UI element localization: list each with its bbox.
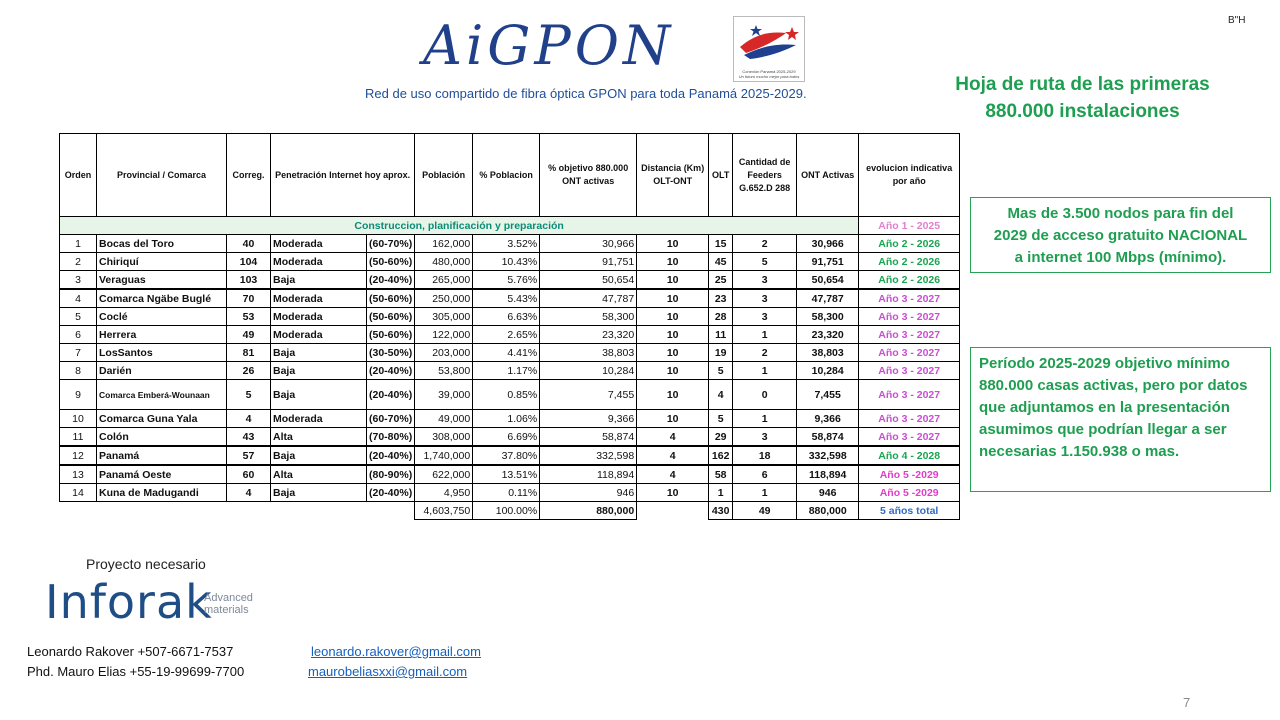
row-feeders: 1 <box>733 362 797 380</box>
row-orden: 9 <box>60 380 97 410</box>
header-correg: Correg. <box>227 134 271 217</box>
row-pct: 5.43% <box>473 289 540 308</box>
row-rango: (50-60%) <box>367 289 415 308</box>
row-olt: 11 <box>709 326 733 344</box>
row-poblacion: 308,000 <box>415 428 473 447</box>
row-ont: 9,366 <box>797 410 859 428</box>
row-orden: 4 <box>60 289 97 308</box>
row-distancia: 10 <box>637 380 709 410</box>
row-ont: 946 <box>797 484 859 502</box>
row-orden: 13 <box>60 465 97 484</box>
project-label: Proyecto necesario <box>86 556 206 572</box>
row-ont: 23,320 <box>797 326 859 344</box>
totals-empty-dist <box>637 502 709 520</box>
row-olt: 15 <box>709 235 733 253</box>
row-olt: 162 <box>709 446 733 465</box>
row-provincia: Coclé <box>97 308 227 326</box>
row-distancia: 10 <box>637 484 709 502</box>
row-rango: (20-40%) <box>367 362 415 380</box>
row-poblacion: 39,000 <box>415 380 473 410</box>
panama-flag-logo <box>733 16 805 82</box>
row-olt: 58 <box>709 465 733 484</box>
row-objetivo: 58,874 <box>540 428 637 447</box>
row-year: Año 3 - 2027 <box>859 362 960 380</box>
row-feeders: 2 <box>733 344 797 362</box>
row-year: Año 3 - 2027 <box>859 344 960 362</box>
row-feeders: 1 <box>733 326 797 344</box>
contact-1-name: Leonardo Rakover +507-6671-7537 <box>27 644 234 659</box>
phase-band-row <box>60 217 960 235</box>
row-objetivo: 30,966 <box>540 235 637 253</box>
row-year: Año 3 - 2027 <box>859 289 960 308</box>
row-pct: 6.69% <box>473 428 540 447</box>
contact-2-name: Phd. Mauro Elias +55-19-99699-7700 <box>27 664 245 679</box>
row-pct: 0.11% <box>473 484 540 502</box>
table-row <box>60 344 960 362</box>
row-provincia: Panamá <box>97 446 227 465</box>
row-rango: (70-80%) <box>367 428 415 447</box>
row-rango: (60-70%) <box>367 235 415 253</box>
row-objetivo: 10,284 <box>540 362 637 380</box>
row-provincia: Comarca Guna Yala <box>97 410 227 428</box>
row-penetracion: Baja <box>271 271 367 290</box>
row-orden: 5 <box>60 308 97 326</box>
row-penetracion: Moderada <box>271 326 367 344</box>
table-row <box>60 362 960 380</box>
row-penetracion: Alta <box>271 428 367 447</box>
row-correg: 60 <box>227 465 271 484</box>
phase-band-year: Año 1 - 2025 <box>859 217 960 235</box>
row-penetracion: Moderada <box>271 308 367 326</box>
row-rango: (50-60%) <box>367 326 415 344</box>
row-provincia: Colón <box>97 428 227 447</box>
row-ont: 7,455 <box>797 380 859 410</box>
row-olt: 29 <box>709 428 733 447</box>
row-feeders: 3 <box>733 271 797 290</box>
row-olt: 23 <box>709 289 733 308</box>
table-row <box>60 271 960 290</box>
row-olt: 28 <box>709 308 733 326</box>
row-correg: 103 <box>227 271 271 290</box>
row-distancia: 10 <box>637 410 709 428</box>
row-pct: 5.76% <box>473 271 540 290</box>
row-olt: 5 <box>709 410 733 428</box>
row-poblacion: 122,000 <box>415 326 473 344</box>
row-orden: 2 <box>60 253 97 271</box>
row-ont: 38,803 <box>797 344 859 362</box>
row-year: Año 3 - 2027 <box>859 326 960 344</box>
row-objetivo: 9,366 <box>540 410 637 428</box>
row-poblacion: 480,000 <box>415 253 473 271</box>
row-distancia: 10 <box>637 326 709 344</box>
row-year: Año 2 - 2026 <box>859 235 960 253</box>
table-row <box>60 484 960 502</box>
row-pct: 10.43% <box>473 253 540 271</box>
row-olt: 5 <box>709 362 733 380</box>
header-ont: ONT Activas <box>797 134 859 217</box>
row-poblacion: 622,000 <box>415 465 473 484</box>
row-provincia: Kuna de Madugandi <box>97 484 227 502</box>
row-penetracion: Alta <box>271 465 367 484</box>
row-poblacion: 265,000 <box>415 271 473 290</box>
nodes-info-box <box>970 197 1271 273</box>
row-correg: 26 <box>227 362 271 380</box>
row-poblacion: 49,000 <box>415 410 473 428</box>
row-objetivo: 7,455 <box>540 380 637 410</box>
row-objetivo: 58,300 <box>540 308 637 326</box>
row-olt: 19 <box>709 344 733 362</box>
row-feeders: 0 <box>733 380 797 410</box>
row-rango: (60-70%) <box>367 410 415 428</box>
totals-pct: 100.00% <box>473 502 540 520</box>
row-correg: 53 <box>227 308 271 326</box>
row-year: Año 5 -2029 <box>859 465 960 484</box>
row-provincia: LosSantos <box>97 344 227 362</box>
inforak-tagline <box>204 592 253 616</box>
nodes-line-3: a internet 100 Mbps (mínimo). <box>1014 249 1227 266</box>
row-provincia: Chiriquí <box>97 253 227 271</box>
row-objetivo: 50,654 <box>540 271 637 290</box>
row-ont: 47,787 <box>797 289 859 308</box>
row-correg: 4 <box>227 484 271 502</box>
row-ont: 332,598 <box>797 446 859 465</box>
row-objetivo: 946 <box>540 484 637 502</box>
table-header-row <box>60 134 960 217</box>
row-olt: 25 <box>709 271 733 290</box>
row-poblacion: 250,000 <box>415 289 473 308</box>
row-objetivo: 38,803 <box>540 344 637 362</box>
totals-year: 5 años total <box>859 502 960 520</box>
row-rango: (50-60%) <box>367 253 415 271</box>
page-number: 7 <box>1183 695 1191 710</box>
header-provincia: Provincial / Comarca <box>97 134 227 217</box>
roadmap-title <box>930 71 1235 125</box>
row-distancia: 10 <box>637 253 709 271</box>
row-provincia: Darién <box>97 362 227 380</box>
row-pct: 1.17% <box>473 362 540 380</box>
row-poblacion: 4,950 <box>415 484 473 502</box>
row-ont: 118,894 <box>797 465 859 484</box>
row-orden: 14 <box>60 484 97 502</box>
row-pct: 6.63% <box>473 308 540 326</box>
row-pct: 37.80% <box>473 446 540 465</box>
row-pct: 3.52% <box>473 235 540 253</box>
row-penetracion: Baja <box>271 380 367 410</box>
header-objetivo: % objetivo 880.000 ONT activas <box>540 134 637 217</box>
totals-objetivo: 880,000 <box>540 502 637 520</box>
aigpon-logo: AiGPON <box>423 14 675 77</box>
row-feeders: 1 <box>733 410 797 428</box>
row-penetracion: Moderada <box>271 289 367 308</box>
header-feeders: Cantidad de Feeders G.652.D 288 <box>733 134 797 217</box>
row-orden: 6 <box>60 326 97 344</box>
row-objetivo: 91,751 <box>540 253 637 271</box>
row-distancia: 4 <box>637 428 709 447</box>
row-year: Año 5 -2029 <box>859 484 960 502</box>
totals-olt: 430 <box>709 502 733 520</box>
flag-tagline: Un futuro mucho mejor para todos <box>738 74 800 79</box>
row-correg: 5 <box>227 380 271 410</box>
row-correg: 57 <box>227 446 271 465</box>
row-feeders: 2 <box>733 235 797 253</box>
row-correg: 4 <box>227 410 271 428</box>
contact-1-email[interactable]: leonardo.rakover@gmail.com <box>311 644 481 659</box>
row-correg: 43 <box>227 428 271 447</box>
row-distancia: 10 <box>637 308 709 326</box>
row-year: Año 4 - 2028 <box>859 446 960 465</box>
header-penetracion: Penetración Internet hoy aprox. <box>271 134 415 217</box>
row-penetracion: Baja <box>271 484 367 502</box>
nodes-line-1: Mas de 3.500 nodos para fin del <box>1007 205 1234 222</box>
row-orden: 8 <box>60 362 97 380</box>
row-correg: 49 <box>227 326 271 344</box>
header-pct-poblacion: % Poblacion <box>473 134 540 217</box>
row-provincia: Comarca Ngäbe Buglé <box>97 289 227 308</box>
header-olt: OLT <box>709 134 733 217</box>
header-poblacion: Población <box>415 134 473 217</box>
row-feeders: 1 <box>733 484 797 502</box>
row-rango: (30-50%) <box>367 344 415 362</box>
corner-mark: B"H <box>1228 15 1246 26</box>
tagline-line-2: materials <box>204 604 249 616</box>
row-rango: (20-40%) <box>367 380 415 410</box>
row-ont: 58,874 <box>797 428 859 447</box>
row-orden: 11 <box>60 428 97 447</box>
table-row <box>60 235 960 253</box>
row-orden: 3 <box>60 271 97 290</box>
subtitle: Red de uso compartido de fibra óptica GPON para toda Panamá 2025-2029. <box>365 86 807 101</box>
tagline-line-1: Advanced <box>204 592 253 604</box>
row-provincia: Panamá Oeste <box>97 465 227 484</box>
row-olt: 45 <box>709 253 733 271</box>
table-row <box>60 308 960 326</box>
row-distancia: 10 <box>637 271 709 290</box>
header-evolucion: evolucion indicativa por año <box>859 134 960 217</box>
row-correg: 70 <box>227 289 271 308</box>
row-feeders: 3 <box>733 308 797 326</box>
row-objetivo: 47,787 <box>540 289 637 308</box>
row-objetivo: 118,894 <box>540 465 637 484</box>
row-pct: 13.51% <box>473 465 540 484</box>
totals-row <box>60 502 960 520</box>
row-year: Año 2 - 2026 <box>859 253 960 271</box>
inforak-logo: Inforak <box>45 575 213 629</box>
totals-feeders: 49 <box>733 502 797 520</box>
row-poblacion: 1,740,000 <box>415 446 473 465</box>
table-row <box>60 380 960 410</box>
panama-flag-icon <box>734 17 804 69</box>
rollout-table <box>59 133 960 520</box>
roadmap-line-2: 880.000 instalaciones <box>985 101 1180 122</box>
row-penetracion: Baja <box>271 344 367 362</box>
row-orden: 1 <box>60 235 97 253</box>
row-rango: (20-40%) <box>367 271 415 290</box>
row-pct: 2.65% <box>473 326 540 344</box>
table-row <box>60 465 960 484</box>
header-distancia: Distancia (Km) OLT-ONT <box>637 134 709 217</box>
phase-band-label: Construccion, planificación y preparación <box>60 217 859 235</box>
period-info-box <box>970 347 1271 492</box>
row-objetivo: 332,598 <box>540 446 637 465</box>
row-poblacion: 53,800 <box>415 362 473 380</box>
row-feeders: 6 <box>733 465 797 484</box>
row-ont: 10,284 <box>797 362 859 380</box>
row-rango: (20-40%) <box>367 446 415 465</box>
row-distancia: 10 <box>637 289 709 308</box>
row-pct: 0.85% <box>473 380 540 410</box>
row-pct: 1.06% <box>473 410 540 428</box>
row-poblacion: 305,000 <box>415 308 473 326</box>
table-row <box>60 253 960 271</box>
period-text: Período 2025-2029 objetivo mínimo 880.000 casas activas, pero por datos que adjuntamos en la presentación asumimos que podrían llegar a ser necesarias 1.150.938 o mas. <box>979 355 1248 460</box>
row-feeders: 5 <box>733 253 797 271</box>
row-feeders: 18 <box>733 446 797 465</box>
row-distancia: 10 <box>637 344 709 362</box>
row-olt: 1 <box>709 484 733 502</box>
table-row <box>60 446 960 465</box>
row-olt: 4 <box>709 380 733 410</box>
table-row <box>60 289 960 308</box>
row-penetracion: Moderada <box>271 253 367 271</box>
totals-ont: 880,000 <box>797 502 859 520</box>
row-year: Año 3 - 2027 <box>859 428 960 447</box>
table-row <box>60 326 960 344</box>
row-ont: 91,751 <box>797 253 859 271</box>
row-correg: 81 <box>227 344 271 362</box>
row-correg: 40 <box>227 235 271 253</box>
row-ont: 30,966 <box>797 235 859 253</box>
flag-caption: Conexión Panamá 2025-2029 <box>742 69 796 74</box>
totals-empty <box>60 502 415 520</box>
row-poblacion: 162,000 <box>415 235 473 253</box>
contact-2-email[interactable]: maurobeliasxxi@gmail.com <box>308 664 468 679</box>
row-poblacion: 203,000 <box>415 344 473 362</box>
row-correg: 104 <box>227 253 271 271</box>
totals-poblacion: 4,603,750 <box>415 502 473 520</box>
table-row <box>60 428 960 447</box>
row-provincia: Herrera <box>97 326 227 344</box>
row-year: Año 2 - 2026 <box>859 271 960 290</box>
row-penetracion: Baja <box>271 446 367 465</box>
row-feeders: 3 <box>733 428 797 447</box>
header-orden: Orden <box>60 134 97 217</box>
row-year: Año 3 - 2027 <box>859 380 960 410</box>
row-penetracion: Moderada <box>271 235 367 253</box>
row-rango: (50-60%) <box>367 308 415 326</box>
nodes-line-2: 2029 de acceso gratuito NACIONAL <box>993 227 1248 244</box>
table-row <box>60 410 960 428</box>
row-distancia: 10 <box>637 362 709 380</box>
row-objetivo: 23,320 <box>540 326 637 344</box>
row-feeders: 3 <box>733 289 797 308</box>
row-pct: 4.41% <box>473 344 540 362</box>
row-ont: 58,300 <box>797 308 859 326</box>
row-provincia: Comarca Emberá-Wounaan <box>97 380 227 410</box>
row-year: Año 3 - 2027 <box>859 308 960 326</box>
row-distancia: 4 <box>637 465 709 484</box>
row-provincia: Bocas del Toro <box>97 235 227 253</box>
row-orden: 7 <box>60 344 97 362</box>
roadmap-line-1: Hoja de ruta de las primeras <box>955 74 1210 95</box>
row-distancia: 4 <box>637 446 709 465</box>
row-penetracion: Baja <box>271 362 367 380</box>
row-ont: 50,654 <box>797 271 859 290</box>
row-penetracion: Moderada <box>271 410 367 428</box>
row-orden: 12 <box>60 446 97 465</box>
row-year: Año 3 - 2027 <box>859 410 960 428</box>
row-rango: (80-90%) <box>367 465 415 484</box>
row-rango: (20-40%) <box>367 484 415 502</box>
row-provincia: Veraguas <box>97 271 227 290</box>
row-orden: 10 <box>60 410 97 428</box>
row-distancia: 10 <box>637 235 709 253</box>
